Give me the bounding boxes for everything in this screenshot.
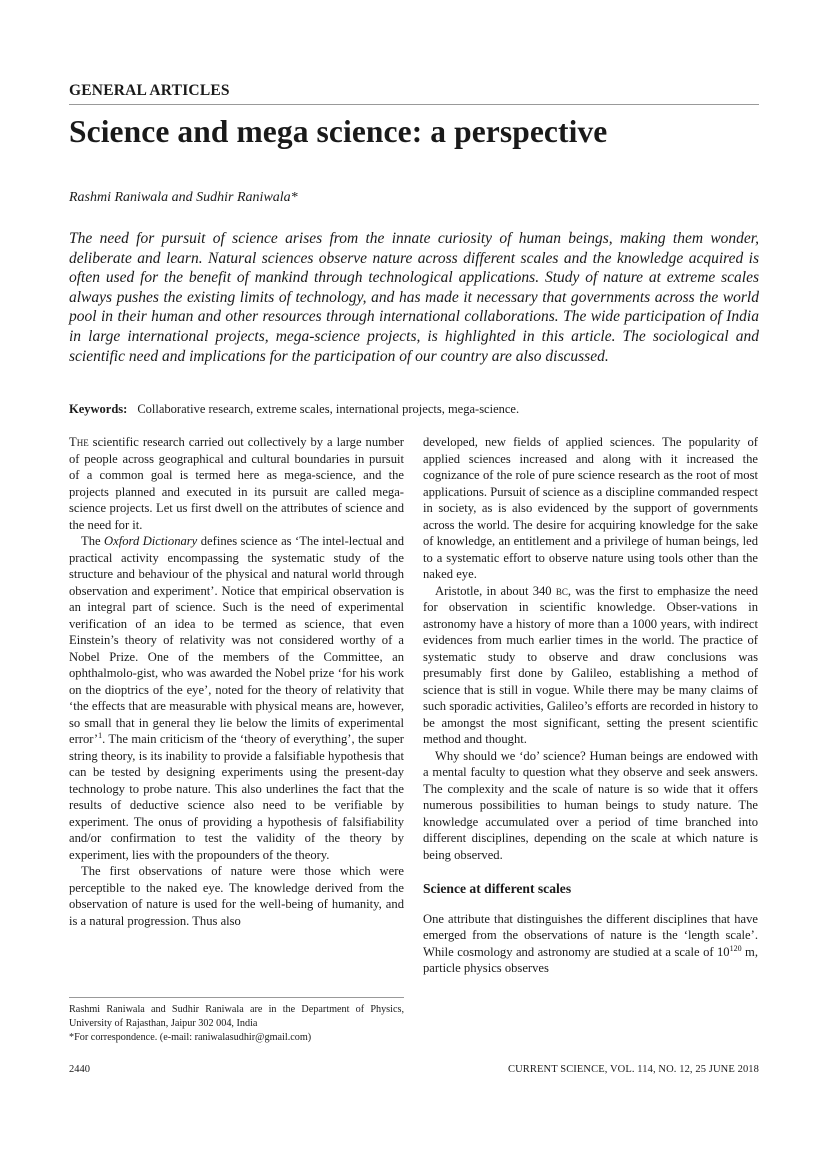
- citation-mark: 1: [98, 730, 103, 740]
- exponent: 120: [729, 943, 742, 953]
- paragraph-text: m, particle physics observes: [423, 944, 759, 975]
- paragraph-text: . The main criticism of the ‘theory of everything’, the super string theory, is its inability to provide a falsifiable hypothesis that can be tested by designing experiments using the present-day technology to probe nature. This also underlines the fact that the results of deductive science also need to be verifiable by experiment. The onus of providing a hypothesis of falsifiability and/or confirmation to test the validity of the theory by experiment, lies with the propounders of the theory.: [69, 732, 404, 862]
- paragraph: [423, 583, 758, 748]
- paragraph: [423, 911, 758, 977]
- paragraph-text: The: [81, 534, 105, 548]
- article-title: Science and mega science: a perspective: [69, 114, 608, 149]
- footnote-correspondence: *For correspondence. (e-mail: raniwalasudhir@gmail.com): [69, 1032, 312, 1043]
- header-rule: [69, 104, 759, 105]
- journal-citation: CURRENT SCIENCE, VOL. 114, NO. 12, 25 JUNE 2018: [508, 1064, 759, 1075]
- drop-word: The: [69, 435, 89, 449]
- paragraph-text: Aristotle, in about 340: [435, 583, 556, 598]
- paragraph: Why should we ‘do’ science? Human beings are endowed with a mental faculty to question what they observe and seek answers. The complexity and the scale of nature is so wide that it offers numerous possibilities to human beings to study nature. The knowledge accumulated over a period of time branched into different disciplines, depending on the scale at which nature is being observed.: [423, 748, 758, 862]
- body-column-left: [69, 434, 404, 929]
- paragraph: The first observations of nature were those which were perceptible to the naked eye. The knowledge derived from the observation of nature is used for the well-being of humanity, and is a natural progression. Thus also: [69, 864, 404, 928]
- paragraph-text: scientific research carried out collectively by a large number of people across geographical and cultural boundaries in pursuit of a common goal is termed here as mega-science, and the projects planned and executed in its pursuit are called mega-science projects. Let us first dwell on the attributes of science and the need for it.: [69, 435, 404, 532]
- paragraph-text: , was the first to emphasize the need for observation in scientific knowledge. Obser-vations in astronomy have a history of more than a 1000 years, with indirect evidences from much earlier times in the world. The practice of systematic study to observe and draw conclusions was presumably first done by Galileo, establishing a method of science that is still in vogue. While there may be many claims of such sporadic activities, Galileo’s efforts are recorded in history to be amongst the most significant, setting the present scientific method and thought.: [423, 583, 758, 746]
- italic-term: Oxford Dictionary: [104, 534, 198, 548]
- footnote-rule: [69, 997, 404, 998]
- section-label: GENERAL ARTICLES: [69, 82, 230, 99]
- paragraph: developed, new fields of applied sciences. The popularity of applied sciences increased and along with it increased the cognizance of the role of pure science research as the root of most applications. Pursuit of science as a discipline commanded respect in society, as is also evidenced by the support of governments across the world. The desire for acquiring knowledge for the sake of knowledge, an entitlement and a privilege of human beings, led to a systematic effort to observe nature using tools other than the naked eye.: [423, 435, 758, 581]
- body-column-right: [423, 434, 758, 977]
- keywords-list: Collaborative research, extreme scales, international projects, mega-science.: [137, 402, 520, 416]
- footnote-affiliation: Rashmi Raniwala and Sudhir Raniwala are in the Department of Physics, University of Rajasthan, Jaipur 302 004, India: [69, 1004, 404, 1029]
- keywords-label: Keywords:: [69, 402, 128, 416]
- footnote: [69, 1003, 404, 1045]
- paragraph: [69, 434, 404, 533]
- abstract: The need for pursuit of science arises from the innate curiosity of human beings, making them wonder, deliberate and learn. Natural sciences observe nature across different scales and the knowledge acquired is often used for the benefit of mankind through technological applications. Study of nature at extreme scales always pushes the existing limits of technology, and has made it necessary that governments across the world pool in their human and other resources through international collaborations. The wide participation of India in large international projects, mega-science projects, is highlighted in this article. The sociological and scientific need and implications for the participation of our country are also discussed.: [69, 230, 759, 365]
- paragraph-text: One attribute that distinguishes the different disciplines that have emerged from the observations of nature is the ‘length scale’. While cosmology and astronomy are studied at a scale of 10: [423, 911, 758, 959]
- era-abbrev: bc: [555, 583, 568, 598]
- paragraph: [69, 533, 404, 863]
- page-number: 2440: [69, 1064, 90, 1075]
- keywords: [69, 402, 769, 417]
- section-heading: Science at different scales: [423, 881, 572, 896]
- article-authors: Rashmi Raniwala and Sudhir Raniwala*: [69, 190, 298, 205]
- paragraph-text: defines science as ‘The intel-lectual and practical activity encompassing the systematic study of the structure and behaviour of the physical and natural world through observation and experiment’. Notice that empirical observation is an integral part of science. Such is the need of experimental verification of an idea to be termed as science, that even Einstein’s theory of relativity was not considered worthy of a Nobel Prize. One of the members of the Committee, an ophthalmolo-gist, who was awarded the Nobel prize ‘for his work on the dioptrics of the eye’, noted for the theory of relativity that ‘the effects that are measurable with physical means are, however, so small that in general they lie below the limits of experimental error’: [69, 534, 405, 746]
